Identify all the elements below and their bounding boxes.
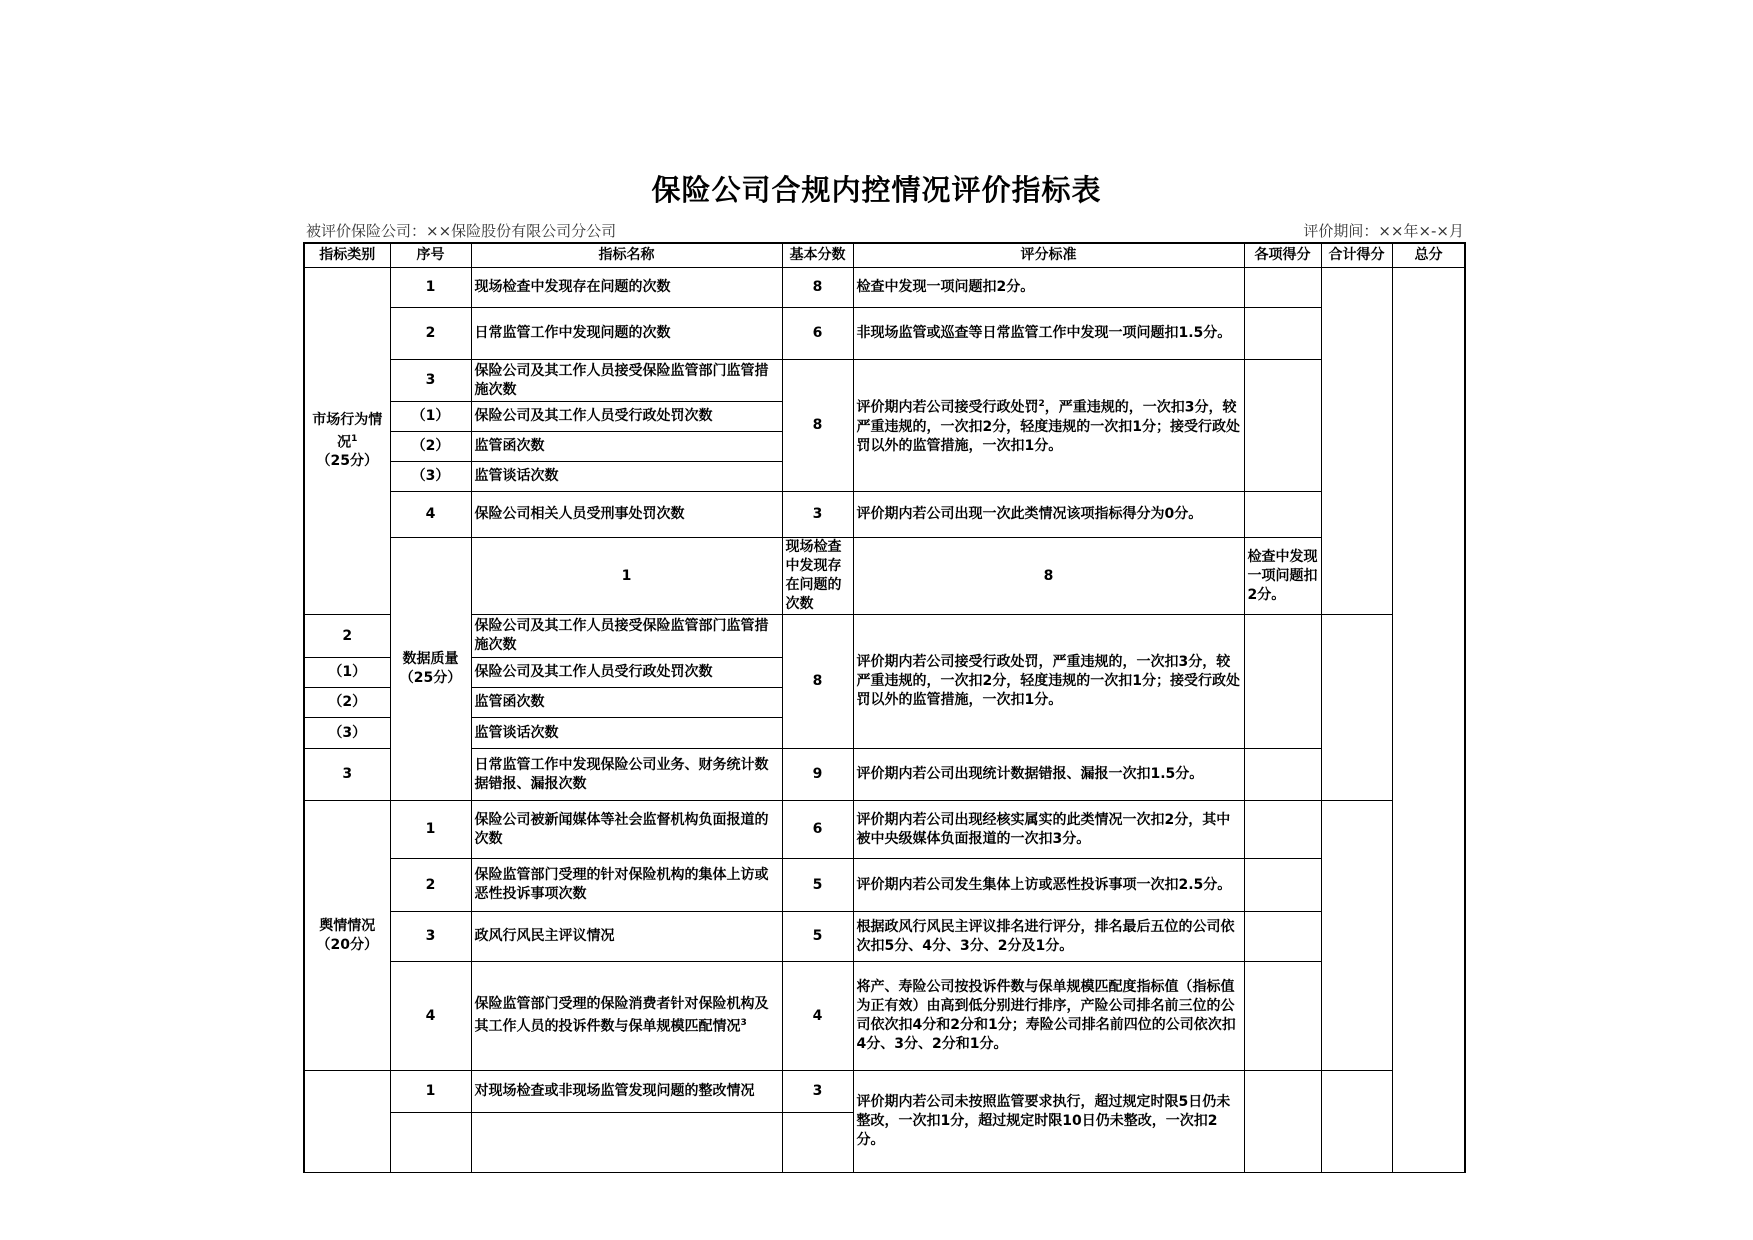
table-row [304,492,1465,538]
header-cell: 基本分数 [782,243,853,268]
criteria-cell: 评价期内若公司出现一次此类情况该项指标得分为0分。 [853,492,1244,538]
seq-cell: （2） [390,432,471,462]
score-cell: 6 [782,801,853,859]
name-cell: 保险公司及其工作人员接受保险监管部门监管措施次数 [471,615,782,658]
category-cell [304,1071,390,1173]
header-cell: 指标名称 [471,243,782,268]
criteria-cell: 评价期内若公司未按照监管要求执行，超过规定时限5日仍未整改，一次扣1分，超过规定时限10日仍未整改，一次扣2分。 [853,1071,1244,1173]
criteria-cell: 非现场监管或巡查等日常监管工作中发现一项问题扣1.5分。 [853,308,1244,360]
footnote-mark: 3 [740,1018,747,1029]
item-score-input[interactable] [1244,615,1321,749]
seq-cell: 4 [390,492,471,538]
name-cell: 日常监管工作中发现保险公司业务、财务统计数据错报、漏报次数 [471,749,782,801]
seq-cell: 2 [390,859,471,912]
table-row [304,859,1465,912]
criteria-cell [853,360,1244,492]
subtotal-score-input[interactable] [1321,1071,1392,1173]
header-cell: 序号 [390,243,471,268]
table-row [304,749,1465,801]
table-row [304,538,1465,615]
name-cell: 保险公司及其工作人员受行政处罚次数 [471,658,782,688]
seq-cell: 1 [390,268,471,308]
score-cell: 5 [782,912,853,962]
seq-cell: 1 [471,538,782,615]
score-cell: 4 [782,962,853,1071]
score-cell: 8 [853,538,1244,615]
score-cell: 8 [782,360,853,492]
seq-cell: （3） [390,462,471,492]
score-cell: 9 [782,749,853,801]
footnote-mark: 1 [351,433,358,444]
table-row [304,615,1465,658]
name-text: 保险监管部门受理的保险消费者针对保险机构及其工作人员的投诉件数与保单规模匹配情况 [474,996,769,1035]
seq-cell: （1） [390,402,471,432]
subtotal-score-input[interactable] [1321,268,1392,615]
seq-cell [390,1113,471,1173]
item-score-input[interactable] [1244,962,1321,1071]
name-cell: 保险公司被新闻媒体等社会监督机构负面报道的次数 [471,801,782,859]
seq-cell: 2 [390,308,471,360]
name-cell: 保险公司及其工作人员受行政处罚次数 [471,402,782,432]
name-cell [471,962,782,1071]
item-score-input[interactable] [1244,801,1321,859]
criteria-cell: 评价期内若公司接受行政处罚，严重违规的，一次扣3分，较严重违规的，一次扣2分，轻度违规的一次扣1分；接受行政处罚以外的监管措施，一次扣1分。 [853,615,1244,749]
name-cell: 监管谈话次数 [471,718,782,749]
item-score-input[interactable] [1244,492,1321,538]
footnote-mark: 2 [1038,399,1045,410]
item-score-input[interactable] [1244,1071,1321,1173]
criteria-cell: 检查中发现一项问题扣2分。 [853,268,1244,308]
criteria-cell: 评价期内若公司出现经核实属实的此类情况一次扣2分，其中被中央级媒体负面报道的一次扣3分。 [853,801,1244,859]
name-cell: 现场检查中发现存在问题的次数 [782,538,853,615]
seq-cell: （3） [304,718,390,749]
table-row [304,801,1465,859]
name-cell [471,1113,782,1173]
score-cell: 8 [782,615,853,749]
category-cell: 数据质量（25分） [390,538,471,801]
table-row [304,308,1465,360]
seq-cell: 3 [304,749,390,801]
criteria-text: 评价期内若公司接受行政处罚 [856,399,1039,416]
seq-cell: （1） [304,658,390,688]
name-cell: 监管函次数 [471,688,782,718]
score-cell: 6 [782,308,853,360]
subtotal-score-input[interactable] [1321,801,1392,1071]
category-label: 市场行为情况 [312,411,383,451]
seq-cell: 1 [390,801,471,859]
table-row [304,912,1465,962]
item-score-input[interactable] [1244,360,1321,492]
seq-cell: 1 [390,1071,471,1113]
evaluation-sheet [303,242,1466,1148]
item-score-input[interactable] [1244,912,1321,962]
header-row [304,243,1465,268]
seq-cell: 3 [390,360,471,402]
name-cell: 现场检查中发现存在问题的次数 [471,268,782,308]
name-cell: 对现场检查或非现场监管发现问题的整改情况 [471,1071,782,1113]
score-cell: 5 [782,859,853,912]
criteria-cell: 将产、寿险公司按投诉件数与保单规模匹配度指标值（指标值为正有效）由高到低分别进行排序，产险公司排名前三位的公司依次扣4分和2分和1分；寿险公司排名前四位的公司依次扣4分、3分、2分和1分。 [853,962,1244,1071]
score-cell [782,1113,853,1173]
table-row [304,962,1465,1071]
page-title: 保险公司合规内控情况评价指标表 [651,173,1102,207]
seq-cell: 3 [390,912,471,962]
table-row [304,360,1465,402]
score-cell: 3 [782,492,853,538]
name-cell: 日常监管工作中发现问题的次数 [471,308,782,360]
item-score-input[interactable] [1244,859,1321,912]
name-cell: 保险监管部门受理的针对保险机构的集体上访或恶性投诉事项次数 [471,859,782,912]
table-row [304,1071,1465,1113]
header-cell: 合计得分 [1321,243,1392,268]
category-cell: 舆情情况（20分） [304,801,390,1071]
seq-cell: （2） [304,688,390,718]
header-cell: 评分标准 [853,243,1244,268]
category-suffix: （25分） [316,453,378,470]
period-label: 评价期间：××年×-×月 [1303,222,1464,240]
criteria-cell: 检查中发现一项问题扣2分。 [1244,538,1321,615]
item-score-input[interactable] [1244,268,1321,308]
indicator-table [303,242,1466,1173]
name-cell: 监管谈话次数 [471,462,782,492]
seq-cell: 4 [390,962,471,1071]
seq-cell: 2 [304,615,390,658]
name-cell: 保险公司相关人员受刑事处罚次数 [471,492,782,538]
category-cell [304,268,390,615]
name-cell: 监管函次数 [471,432,782,462]
score-cell: 8 [782,268,853,308]
header-cell: 各项得分 [1244,243,1321,268]
criteria-cell: 评价期内若公司出现统计数据错报、漏报一次扣1.5分。 [853,749,1244,801]
header-cell: 总分 [1392,243,1465,268]
name-cell: 政风行风民主评议情况 [471,912,782,962]
criteria-text: ，严重违规的，一次扣3分，较严重违规的，一次扣2分，轻度违规的一次扣1分；接受行政处罚以外的监管措施，一次扣1分。 [856,399,1240,454]
table-row [304,268,1465,308]
item-score-input[interactable] [1244,749,1321,801]
criteria-cell: 评价期内若公司发生集体上访或恶性投诉事项一次扣2.5分。 [853,859,1244,912]
score-cell: 3 [782,1071,853,1113]
header-cell: 指标类别 [304,243,390,268]
name-cell: 保险公司及其工作人员接受保险监管部门监管措施次数 [471,360,782,402]
item-score-input[interactable] [1244,308,1321,360]
total-score-input[interactable] [1392,268,1465,1173]
criteria-cell: 根据政风行风民主评议排名进行评分，排名最后五位的公司依次扣5分、4分、3分、2分及1分。 [853,912,1244,962]
company-label: 被评价保险公司：××保险股份有限公司分公司 [306,222,617,240]
